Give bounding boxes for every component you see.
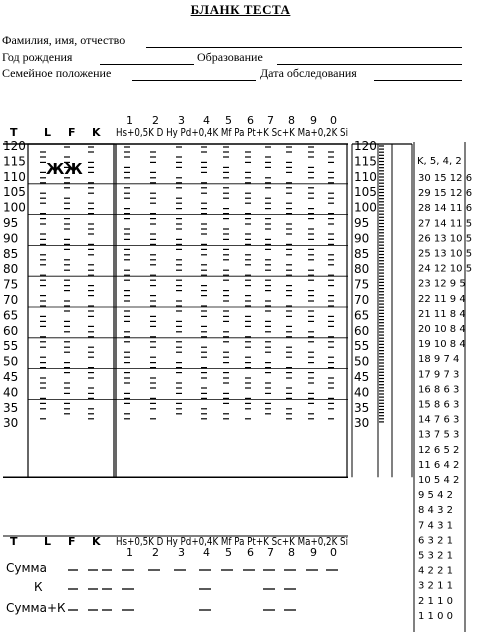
t-score-left-60: 60 [3, 323, 19, 338]
t-score-right-55: 55 [354, 339, 370, 354]
sum-row-label: Сумма [6, 561, 47, 575]
t-score-right-75: 75 [354, 277, 370, 292]
k-table-row-6: 25 13 10 5 [418, 248, 473, 260]
t-score-left-95: 95 [3, 216, 19, 230]
t-score-left-70: 70 [3, 293, 19, 307]
k-table-row-17: 14 7 6 3 [418, 414, 460, 426]
t-scores-left [3, 139, 26, 430]
scale-number-bottom-9: 9 [310, 546, 317, 559]
t-score-left-80: 80 [3, 262, 19, 277]
scale-number-bottom-8: 8 [288, 546, 295, 559]
k-table-row-26: 5 3 2 1 [418, 550, 453, 562]
t-score-right-35: 35 [354, 400, 370, 415]
exam-date-label: Дата обследования [260, 66, 357, 80]
k-table-row-16: 15 8 6 3 [418, 399, 460, 411]
k-table-row-11: 20 10 8 4 [418, 324, 466, 335]
education-label: Образование [197, 50, 263, 64]
k-table-header: K, 5, 4, 2 [417, 156, 462, 167]
k-table-row-21: 10 5 4 2 [418, 475, 460, 486]
t-score-right-40: 40 [354, 385, 370, 400]
t-score-left-115: 115 [3, 154, 26, 169]
t-score-right-70: 70 [354, 293, 370, 307]
scale-number-5: 5 [225, 114, 232, 127]
t-score-right-85: 85 [354, 246, 370, 261]
t-score-right-65: 65 [354, 308, 370, 323]
k-table-row-28: 3 2 1 1 [418, 580, 453, 592]
validity-bottom-T: T [10, 535, 18, 548]
k-table-row-7: 24 12 10 5 [418, 263, 473, 275]
scale-number-bottom-6: 6 [247, 546, 254, 559]
k-table-row-1: 30 15 12 6 [418, 173, 473, 184]
t-score-left-50: 50 [3, 354, 19, 369]
t-scores-right [354, 139, 377, 430]
validity-F: F [68, 126, 76, 139]
k-table-row-25: 6 3 2 1 [418, 535, 453, 547]
scale-number-9: 9 [310, 114, 317, 127]
t-score-left-90: 90 [3, 231, 19, 246]
scale-number-bottom-0: 0 [330, 546, 337, 559]
t-score-left-120: 120 [3, 139, 26, 153]
k-table-row-13: 18 9 7 4 [418, 354, 460, 366]
t-score-left-85: 85 [3, 246, 19, 261]
scale-number-7: 7 [267, 114, 274, 127]
k-table-row-8: 23 12 9 5 [418, 278, 466, 290]
k-table-row-19: 12 6 5 2 [418, 444, 460, 456]
k-table-row-10: 21 11 8 4 [418, 308, 466, 320]
t-score-left-45: 45 [3, 370, 19, 384]
scale-number-6: 6 [247, 114, 254, 127]
validity-T: T [10, 126, 18, 139]
t-score-right-100: 100 [354, 200, 377, 215]
t-score-left-100: 100 [3, 200, 26, 215]
scale-number-bottom-3: 3 [178, 546, 185, 559]
k-table-row-2: 29 15 12 6 [418, 188, 473, 200]
t-score-right-120: 120 [354, 139, 377, 153]
t-score-left-75: 75 [3, 277, 19, 292]
score-entry-lines[interactable] [68, 570, 338, 610]
k-table-row-15: 16 8 6 3 [418, 384, 460, 396]
k-correction-table [418, 173, 472, 622]
k-table-row-9: 22 11 9 4 [418, 293, 466, 305]
scale-number-bottom-5: 5 [225, 546, 232, 559]
validity-box [28, 144, 114, 477]
t-score-right-50: 50 [354, 354, 370, 369]
scale-number-2: 2 [152, 114, 159, 127]
t-score-right-95: 95 [354, 216, 370, 230]
validity-headers-top [10, 126, 101, 139]
k-table-row-23: 8 4 3 2 [418, 505, 453, 517]
k-table-row-29: 2 1 1 0 [418, 595, 453, 607]
validity-headers-bottom [10, 535, 101, 548]
birth-label: Год рождения [2, 50, 73, 64]
validity-K: K [92, 126, 101, 139]
t-score-left-30: 30 [3, 416, 19, 431]
scale-number-bottom-4: 4 [203, 546, 210, 559]
stamp-mark: ЖЖ [46, 160, 83, 178]
scale-number-3: 3 [178, 114, 185, 127]
k-table-row-14: 17 9 7 3 [418, 369, 460, 381]
t-score-right-60: 60 [354, 323, 370, 338]
k-table-row-12: 19 10 8 4 [418, 339, 466, 351]
scale-number-1: 1 [126, 114, 133, 127]
scale-number-8: 8 [288, 114, 295, 127]
family-label: Семейное положение [2, 66, 112, 80]
k-row-label: К [34, 580, 43, 594]
k-table-row-20: 11 6 4 2 [418, 459, 460, 471]
scale-codes-top: Hs+0,5K D Hy Pd+0,4K Mf Pa Pt+K Sc+K Ma+0,2K Si [116, 126, 348, 139]
scale-number-bottom-7: 7 [267, 546, 274, 559]
t-score-right-110: 110 [354, 169, 377, 184]
k-table-row-22: 9 5 4 2 [418, 490, 453, 502]
k-table-row-4: 27 14 11 5 [418, 218, 473, 230]
validity-bottom-L: L [44, 535, 52, 548]
t-score-left-40: 40 [3, 385, 19, 400]
t-score-left-55: 55 [3, 339, 19, 354]
name-label: Фамилия, имя, отчество [2, 33, 126, 47]
form-title: БЛАНК ТЕСТА [190, 2, 291, 17]
validity-L: L [44, 126, 52, 139]
validity-bottom-K: K [92, 535, 101, 548]
scale-number-4: 4 [203, 114, 210, 127]
validity-bottom-F: F [68, 535, 76, 548]
t-score-right-30: 30 [354, 416, 370, 431]
t-score-right-105: 105 [354, 185, 377, 200]
t-score-right-45: 45 [354, 370, 370, 384]
t-score-right-80: 80 [354, 262, 370, 277]
k-table-row-27: 4 2 2 1 [418, 565, 453, 577]
sum-k-row-label: Сумма+К [6, 601, 66, 615]
t-score-right-115: 115 [354, 154, 377, 169]
scale-number-0: 0 [330, 114, 337, 127]
k-table-row-24: 7 4 3 1 [418, 520, 453, 532]
scale-codes-bottom: Hs+0,5K D Hy Pd+0,4K Mf Pa Pt+K Sc+K Ma+0,2K Si [116, 535, 348, 548]
k-table-row-3: 28 14 11 6 [418, 203, 473, 215]
t-score-left-65: 65 [3, 308, 19, 323]
t-score-left-105: 105 [3, 185, 26, 200]
t-score-left-110: 110 [3, 169, 26, 184]
k-table-row-30: 1 1 0 0 [418, 610, 453, 622]
t-score-left-35: 35 [3, 400, 19, 415]
scale-number-bottom-1: 1 [126, 546, 133, 559]
k-table-row-5: 26 13 10 5 [418, 233, 473, 245]
t-score-right-90: 90 [354, 231, 370, 246]
k-table-row-18: 13 7 5 3 [418, 429, 460, 441]
scale-number-bottom-2: 2 [152, 546, 159, 559]
